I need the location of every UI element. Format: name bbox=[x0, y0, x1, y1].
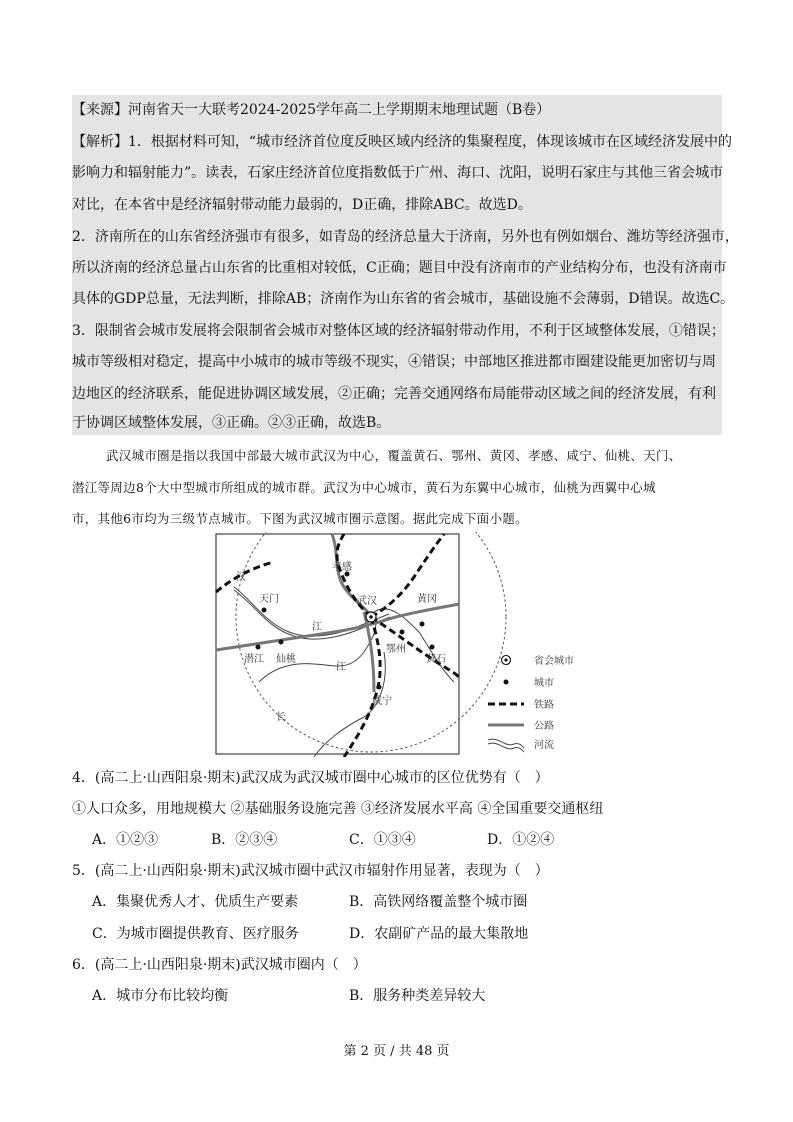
map-label-ezhou: 鄂州 bbox=[386, 644, 406, 655]
option-a[interactable]: A．①②③ bbox=[92, 832, 159, 848]
option-c[interactable]: C．①③④ bbox=[349, 832, 416, 848]
option-a[interactable]: A．集聚优秀人才、优质生产要素 bbox=[92, 894, 299, 910]
city-dot-huanggang bbox=[420, 622, 425, 627]
map-label-wuhan: 武汉 bbox=[357, 596, 377, 607]
option-d[interactable]: D．①②④ bbox=[487, 832, 555, 848]
analysis-line: 影响力和辐射能力”。读表，石家庄经济首位度指数低于广州、海口、沈阳，说明石家庄与其他三省会城市 bbox=[72, 165, 724, 181]
map-label-huangshi: 黄石 bbox=[426, 654, 446, 665]
map-label-xianning: 咸宁 bbox=[372, 696, 392, 707]
analysis-line: 对比，在本省中是经济辐射带动能力最弱的，D正确，排除ABC。故选D。 bbox=[72, 197, 532, 213]
analysis-line: 所以济南的经济总量占山东省的比重相对较低，C正确；题目中没有济南市的产业结构分布，也没有济南市 bbox=[72, 260, 727, 276]
intro-line: 潜江等周边8个大中型城市所组成的城市群。武汉为中心城市，黄石为东翼中心城市，仙桃为西翼中心城 bbox=[72, 480, 656, 495]
wuhan-city-circle-map bbox=[214, 532, 594, 757]
legend-capital-label: 省会城市 bbox=[534, 656, 574, 667]
city-dot-tianmen bbox=[262, 608, 267, 613]
page-footer: 第 2 页 / 共 48 页 bbox=[343, 1044, 450, 1059]
analysis-line: 2．济南所在的山东省经济强市有很多，如青岛的经济总量大于济南，另外也有例如烟台、潍坊等经济强市， bbox=[72, 229, 739, 245]
question-statements: ①人口众多，用地规模大 ②基础服务设施完善 ③经济发展水平高 ④全国重要交通枢纽 bbox=[72, 801, 604, 817]
option-a[interactable]: A．城市分布比较均衡 bbox=[92, 988, 229, 1004]
intro-line: 市，其他6市均为三级节点城市。下图为武汉城市圈示意图。据此完成下面小题。 bbox=[72, 511, 528, 526]
capital-marker-wuhan-center bbox=[369, 615, 373, 619]
analysis-line: 边地区的经济联系，能促进协调区域发展，②正确；完善交通网络布局能带动区域之间的经济发展，有利 bbox=[72, 386, 716, 402]
source-line: 【来源】河南省天一大联考2024-2025学年高二上学期期末地理试题（B卷） bbox=[72, 102, 551, 118]
question-stem: 5．(高二上·山西阳泉·期末)武汉城市圈中武汉市辐射作用显著，表现为（ ） bbox=[72, 863, 549, 879]
option-b[interactable]: B．高铁网络覆盖整个城市圈 bbox=[349, 894, 528, 910]
city-dot-xiantao bbox=[279, 640, 284, 645]
map-label-chang: 长 bbox=[276, 712, 286, 723]
city-dot-qianjiang bbox=[256, 645, 261, 650]
legend-railway-label: 铁路 bbox=[534, 700, 554, 711]
option-c[interactable]: C．为城市圈提供教育、医疗服务 bbox=[92, 926, 299, 942]
analysis-line: 3．限制省会城市发展将会限制省会城市对整体区域的经济辐射带动作用，不利于区域整体发展，①错误； bbox=[72, 323, 725, 339]
legend-road-label: 公路 bbox=[534, 721, 554, 732]
map-label-han: 汉 bbox=[236, 572, 246, 583]
map-legend bbox=[488, 654, 574, 752]
option-b[interactable]: B．服务种类差异较大 bbox=[349, 988, 486, 1004]
question-stem: 6．(高二上·山西阳泉·期末)武汉城市圈内（ ） bbox=[72, 957, 367, 973]
city-dot-huangshi bbox=[430, 645, 435, 650]
option-d[interactable]: D．农副矿产品的最大集散地 bbox=[349, 926, 529, 942]
analysis-line: 城市等级相对稳定，提高中小城市的城市等级不现实，④错误；中部地区推进都市圈建设能更加密切与周 bbox=[72, 354, 716, 370]
question-stem: 4．(高二上·山西阳泉·期末)武汉成为武汉城市圈中心城市的区位优势有（ ） bbox=[72, 770, 549, 786]
intro-line: 武汉城市圈是指以我国中部最大城市武汉为中心，覆盖黄石、鄂州、黄冈、孝感、咸宁、仙桃、天门、 bbox=[106, 448, 682, 463]
analysis-line: 【解析】1．根据材料可知，“城市经济首位度反映区域内经济的集聚程度，体现该城市在区域经济发展中的 bbox=[72, 134, 733, 150]
legend-city-icon bbox=[504, 680, 509, 685]
legend-city-label: 城市 bbox=[534, 678, 554, 689]
map-label-jiang-upper: 江 bbox=[312, 622, 322, 633]
analysis-line: 于协调区域整体发展，③正确。②③正确，故选B。 bbox=[72, 415, 391, 431]
legend-river-label: 河流 bbox=[534, 740, 554, 751]
city-dot-xianning bbox=[377, 685, 382, 690]
legend-capital-icon-center bbox=[504, 658, 507, 661]
map-label-tianmen: 天门 bbox=[259, 594, 279, 605]
city-dot-ezhou bbox=[400, 630, 405, 635]
analysis-line: 具体的GDP总量，无法判断，排除AB；济南作为山东省的省会城市，基础设施不会薄弱，D错误。故选C。 bbox=[72, 291, 735, 307]
map-label-xiantao: 仙桃 bbox=[276, 654, 296, 665]
map-label-huanggang: 黄冈 bbox=[417, 594, 437, 605]
map-label-xiaogan: 孝感 bbox=[332, 562, 352, 573]
legend-river-icon-2 bbox=[488, 743, 524, 752]
option-b[interactable]: B．②③④ bbox=[211, 832, 278, 848]
map-label-jiang-lower: 江 bbox=[336, 662, 346, 673]
map-label-qianjiang: 潜江 bbox=[244, 654, 264, 665]
